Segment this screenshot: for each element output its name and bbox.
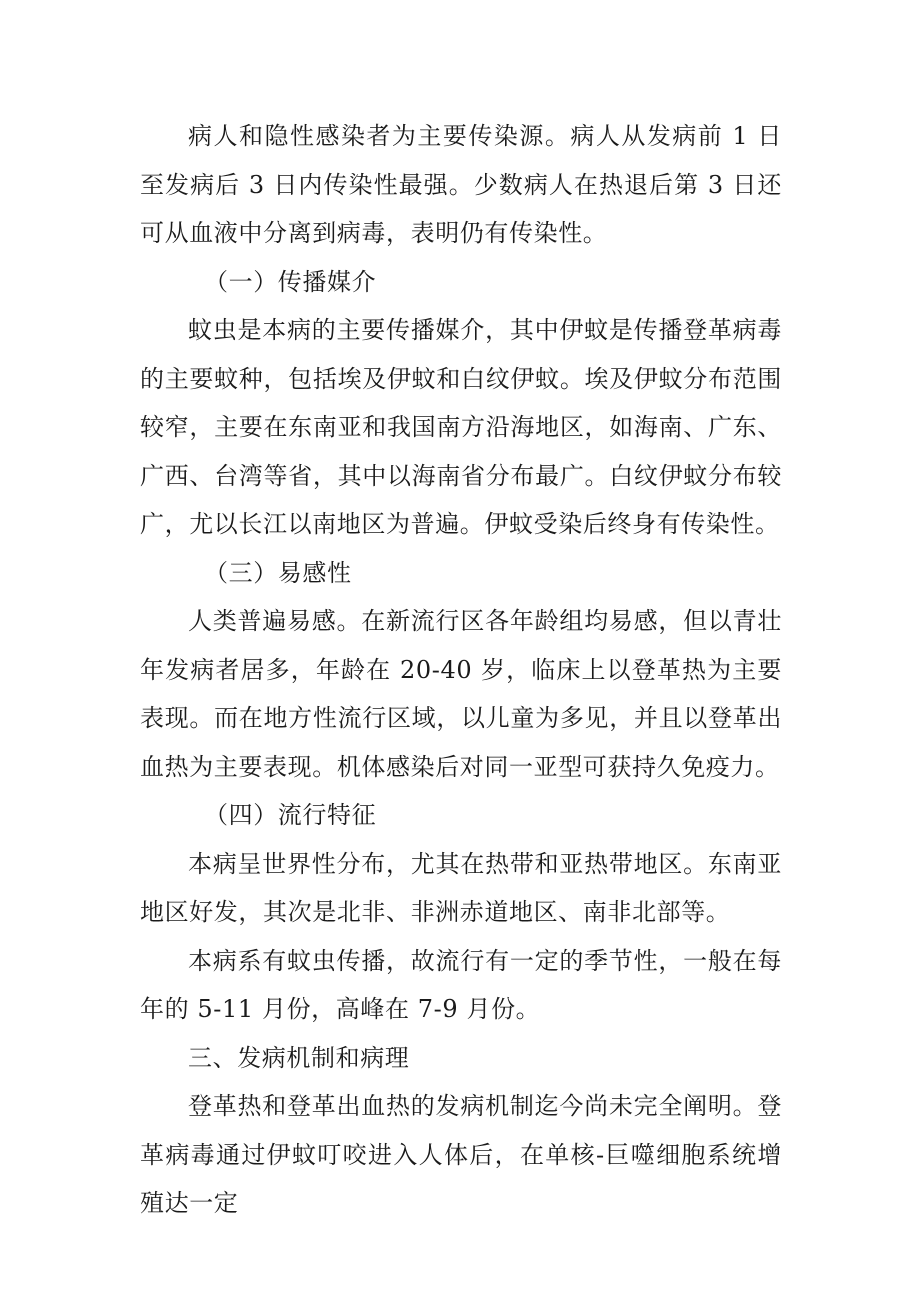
paragraph-seasonality: 本病系有蚊虫传播，故流行有一定的季节性，一般在每年的 5-11 月份，高峰在 7-9 月份。: [140, 946, 782, 1023]
paragraph-distribution: 本病呈世界性分布，尤其在热带和亚热带地区。东南亚地区好发，其次是北非、非洲赤道地区、南非北部等。: [140, 849, 782, 926]
paragraph-susceptibility: 人类普遍易感。在新流行区各年龄组均易感，但以青壮年发病者居多，年龄在 20-40 岁，临床上以登革热为主要表现。而在地方性流行区域，以儿童为多见，并且以登革出血热为主要表现。机体感染后对同一亚型可获持久免疫力。: [140, 607, 782, 781]
subheading-susceptibility: （三）易感性: [204, 558, 352, 587]
subheading-epidemic-features: （四）流行特征: [204, 801, 377, 829]
heading-pathogenesis: 三、发病机制和病理: [188, 1043, 410, 1072]
paragraph-infection-source: 病人和隐性感染者为主要传染源。病人从发病前 1 日至发病后 3 日内传染性最强。少数病人在热退后第 3 日还可从血液中分离到病毒，表明仍有传染性。: [140, 122, 782, 247]
document-page: [140, 112, 782, 1228]
paragraph-pathogenesis: 登革热和登革出血热的发病机制迄今尚未完全阐明。登革病毒通过伊蚊叮咬进入人体后，在单核-巨噬细胞系统增殖达一定: [140, 1092, 782, 1217]
paragraph-mosquito-vector: 蚊虫是本病的主要传播媒介，其中伊蚊是传播登革病毒的主要蚊种，包括埃及伊蚊和白纹伊蚊。埃及伊蚊分布范围较窄，主要在东南亚和我国南方沿海地区，如海南、广东、广西、台湾等省，其中以海南省分布最广。白纹伊蚊分布较广，尤以长江以南地区为普遍。伊蚊受染后终身有传染性。: [140, 316, 782, 538]
subheading-transmission-vector: （一）传播媒介: [204, 267, 377, 296]
